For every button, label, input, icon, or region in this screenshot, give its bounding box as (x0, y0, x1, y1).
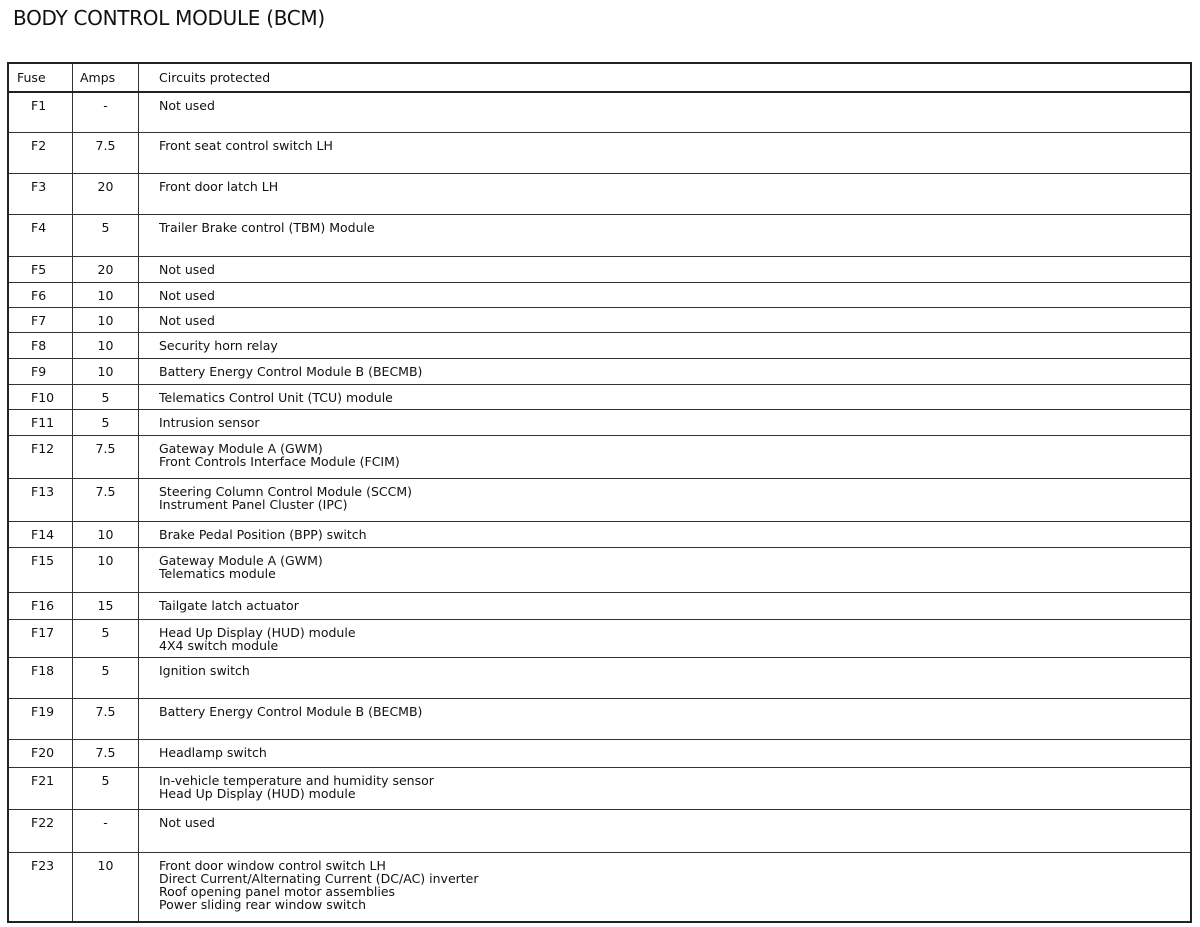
circuits-cell (139, 809, 1192, 852)
circuits-cell (139, 214, 1192, 256)
circuit-line: Power sliding rear window switch (159, 896, 367, 912)
amps-cell: 7.5 (73, 698, 139, 739)
column-header-fuse: Fuse (8, 63, 73, 92)
fuse-id-cell: F11 (8, 409, 73, 435)
table-row (8, 307, 1191, 332)
circuits-cell (139, 173, 1192, 214)
circuit-line: Tailgate latch actuator (159, 597, 299, 613)
fuse-id-cell: F18 (8, 657, 73, 698)
table-row (8, 132, 1191, 173)
table-row (8, 92, 1191, 132)
fuse-id-cell: F2 (8, 132, 73, 173)
circuit-line: Front Controls Interface Module (FCIM) (159, 453, 400, 469)
circuit-line: Battery Energy Control Module B (BECMB) (159, 703, 423, 719)
circuit-line: In-vehicle temperature and humidity sensor (159, 772, 434, 788)
amps-cell: - (73, 809, 139, 852)
column-header-amps: Amps (73, 63, 139, 92)
amps-cell: 5 (73, 214, 139, 256)
table-row (8, 214, 1191, 256)
circuits-cell (139, 657, 1192, 698)
circuit-line: Not used (159, 287, 215, 303)
circuit-line: Head Up Display (HUD) module (159, 785, 356, 801)
table-row (8, 358, 1191, 384)
amps-cell: 10 (73, 307, 139, 332)
fuse-id-cell: F9 (8, 358, 73, 384)
amps-cell: 7.5 (73, 739, 139, 767)
circuits-cell (139, 478, 1192, 521)
amps-cell: 10 (73, 547, 139, 592)
table-row (8, 698, 1191, 739)
circuits-cell (139, 409, 1192, 435)
circuits-cell (139, 92, 1192, 132)
amps-cell: 5 (73, 619, 139, 657)
fuse-id-cell: F15 (8, 547, 73, 592)
circuits-cell (139, 358, 1192, 384)
table-row (8, 384, 1191, 409)
fuse-id-cell: F17 (8, 619, 73, 657)
table-row (8, 173, 1191, 214)
amps-cell: 10 (73, 852, 139, 922)
table-header-row (8, 63, 1191, 92)
circuits-cell (139, 256, 1192, 282)
circuit-line: Telematics module (159, 565, 276, 581)
circuits-cell (139, 307, 1192, 332)
circuit-line: Direct Current/Alternating Current (DC/AC) inverter (159, 870, 479, 886)
circuit-line: Steering Column Control Module (SCCM) (159, 483, 413, 499)
table-row (8, 619, 1191, 657)
table-row (8, 435, 1191, 478)
circuits-cell (139, 739, 1192, 767)
circuit-line: Not used (159, 98, 215, 113)
circuits-cell (139, 852, 1192, 922)
fuse-id-cell: F22 (8, 809, 73, 852)
amps-cell: 7.5 (73, 478, 139, 521)
fuse-id-cell: F6 (8, 282, 73, 307)
circuit-line: Head Up Display (HUD) module (159, 624, 356, 640)
fuse-id-cell: F5 (8, 256, 73, 282)
table-row (8, 852, 1191, 922)
circuit-line: Front seat control switch LH (159, 137, 333, 153)
circuit-line: Battery Energy Control Module B (BECMB) (159, 363, 423, 379)
amps-cell: 5 (73, 657, 139, 698)
circuit-line: Security horn relay (159, 337, 278, 353)
amps-cell: 7.5 (73, 435, 139, 478)
table-row (8, 739, 1191, 767)
table-row (8, 592, 1191, 619)
fuse-table-body (8, 92, 1191, 922)
amps-cell: 10 (73, 332, 139, 358)
fuse-id-cell: F19 (8, 698, 73, 739)
circuit-line: Intrusion sensor (159, 414, 260, 430)
amps-cell: 7.5 (73, 132, 139, 173)
fuse-id-cell: F16 (8, 592, 73, 619)
circuit-line: Trailer Brake control (TBM) Module (159, 219, 375, 235)
amps-cell: 10 (73, 282, 139, 307)
table-row (8, 478, 1191, 521)
circuit-line: Not used (159, 312, 215, 328)
circuits-cell (139, 435, 1192, 478)
page-title: BODY CONTROL MODULE (BCM) (13, 6, 325, 30)
table-row (8, 409, 1191, 435)
circuit-line: Not used (159, 261, 215, 277)
circuit-line: Gateway Module A (GWM) (159, 552, 323, 568)
fuse-id-cell: F23 (8, 852, 73, 922)
fuse-id-cell: F7 (8, 307, 73, 332)
circuit-line: 4X4 switch module (159, 637, 279, 653)
table-row (8, 767, 1191, 809)
circuits-cell (139, 132, 1192, 173)
table-row (8, 657, 1191, 698)
fuse-id-cell: F20 (8, 739, 73, 767)
circuit-line: Front door window control switch LH (159, 857, 386, 873)
table-row (8, 282, 1191, 307)
table-row (8, 521, 1191, 547)
table-row (8, 547, 1191, 592)
amps-cell: - (73, 92, 139, 132)
table-row (8, 332, 1191, 358)
fuse-id-cell: F3 (8, 173, 73, 214)
circuit-line: Gateway Module A (GWM) (159, 440, 323, 456)
circuit-line: Front door latch LH (159, 178, 279, 194)
column-header-circuits: Circuits protected (139, 63, 1192, 92)
fuse-id-cell: F12 (8, 435, 73, 478)
amps-cell: 10 (73, 358, 139, 384)
fuse-table (7, 62, 1192, 923)
amps-cell: 20 (73, 173, 139, 214)
amps-cell: 5 (73, 767, 139, 809)
circuit-line: Headlamp switch (159, 744, 267, 760)
fuse-id-cell: F13 (8, 478, 73, 521)
circuit-line: Telematics Control Unit (TCU) module (159, 389, 393, 405)
circuits-cell (139, 384, 1192, 409)
amps-cell: 20 (73, 256, 139, 282)
fuse-id-cell: F8 (8, 332, 73, 358)
circuit-line: Roof opening panel motor assemblies (159, 883, 396, 899)
circuits-cell (139, 332, 1192, 358)
circuits-cell (139, 521, 1192, 547)
amps-cell: 15 (73, 592, 139, 619)
amps-cell: 10 (73, 521, 139, 547)
table-row (8, 256, 1191, 282)
fuse-id-cell: F4 (8, 214, 73, 256)
circuits-cell (139, 767, 1192, 809)
fuse-id-cell: F10 (8, 384, 73, 409)
circuits-cell (139, 619, 1192, 657)
circuits-cell (139, 547, 1192, 592)
circuits-cell (139, 592, 1192, 619)
fuse-id-cell: F21 (8, 767, 73, 809)
table-row (8, 809, 1191, 852)
circuits-cell (139, 698, 1192, 739)
fuse-id-cell: F14 (8, 521, 73, 547)
circuit-line: Ignition switch (159, 662, 250, 678)
amps-cell: 5 (73, 409, 139, 435)
fuse-id-cell: F1 (8, 92, 73, 132)
circuit-line: Not used (159, 814, 215, 830)
amps-cell: 5 (73, 384, 139, 409)
circuit-line: Instrument Panel Cluster (IPC) (159, 496, 348, 512)
circuit-line: Brake Pedal Position (BPP) switch (159, 526, 367, 542)
circuits-cell (139, 282, 1192, 307)
